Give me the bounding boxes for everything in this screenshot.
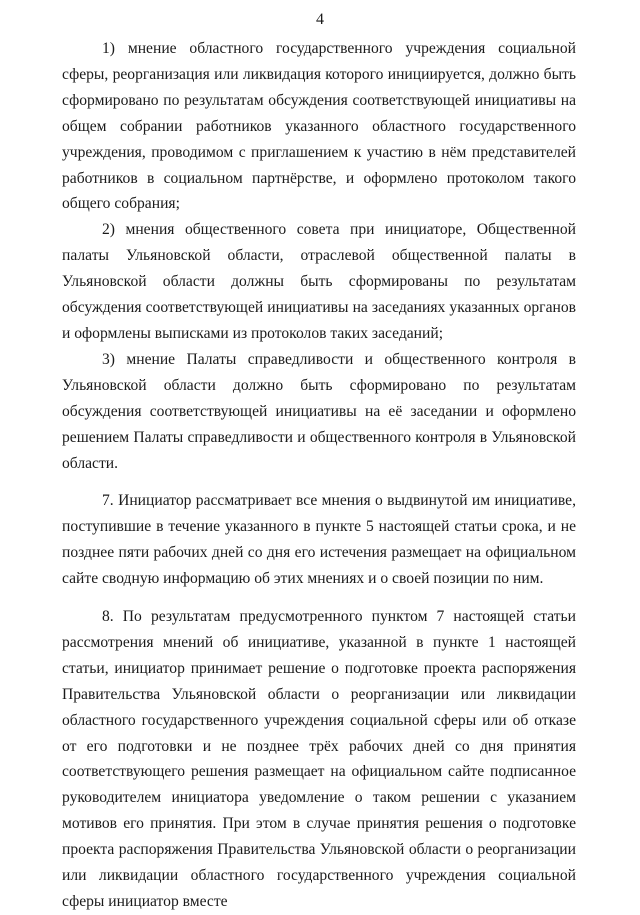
paragraph-item-3: 3) мнение Палаты справедливости и общественного контроля в Ульяновской области должно быть сформировано по результатам обсуждения соответствующей инициативы на её заседании и оформлено решением Палаты справедливости и общественного контроля в Ульяновской области. (62, 350, 576, 472)
page-number: 4 (316, 11, 324, 28)
paragraph-item-1: 1) мнение областного государственного учреждения социальной сферы, реорганизация или ликвидация которого инициируется, должно быть сформировано по результатам обсуждения соответствующей инициативы на общем собрании работников указанного областного государственного учреждения, проводимом с приглашением к участию в нём представителей работников в социальном партнёрстве, и оформлено протоколом такого общего собрания; (62, 40, 576, 213)
paragraph-clause-8: 8. По результатам предусмотренного пунктом 7 настоящей статьи рассмотрения мнений об инициативе, указанной в пункте 1 настоящей статьи, инициатор принимает решение о подготовке проекта распоряжения Правительства Ульяновской области о реорганизации или ликвидации областного государственного учреждения социальной сферы или об отказе от его подготовки и не позднее трёх рабочих дней со дня принятия соответствующего решения размещает на официальном сайте подписанное руководителем инициатора уведомление о таком решении с указанием мотивов его принятия. При этом в случае принятия решения о подготовке проекта распоряжения Правительства Ульяновской области о реорганизации или ликвидации областного государственного учреждения социальной сферы инициатор вместе (62, 608, 576, 910)
document-body (62, 36, 576, 915)
paragraph-clause-7: 7. Инициатор рассматривает все мнения о выдвинутой им инициативе, поступившие в течение указанного в пункте 5 настоящей статьи срока, и не позднее пяти рабочих дней со дня его истечения размещает на официальном сайте сводную информацию об этих мнениях и о своей позиции по ним. (62, 492, 576, 588)
paragraph-item-2: 2) мнения общественного совета при инициаторе, Общественной палаты Ульяновской области, отраслевой общественной палаты в Ульяновской области должны быть сформированы по результатам обсуждения соответствующей инициативы на заседаниях указанных органов и оформлены выписками из протоколов таких заседаний; (62, 221, 576, 342)
